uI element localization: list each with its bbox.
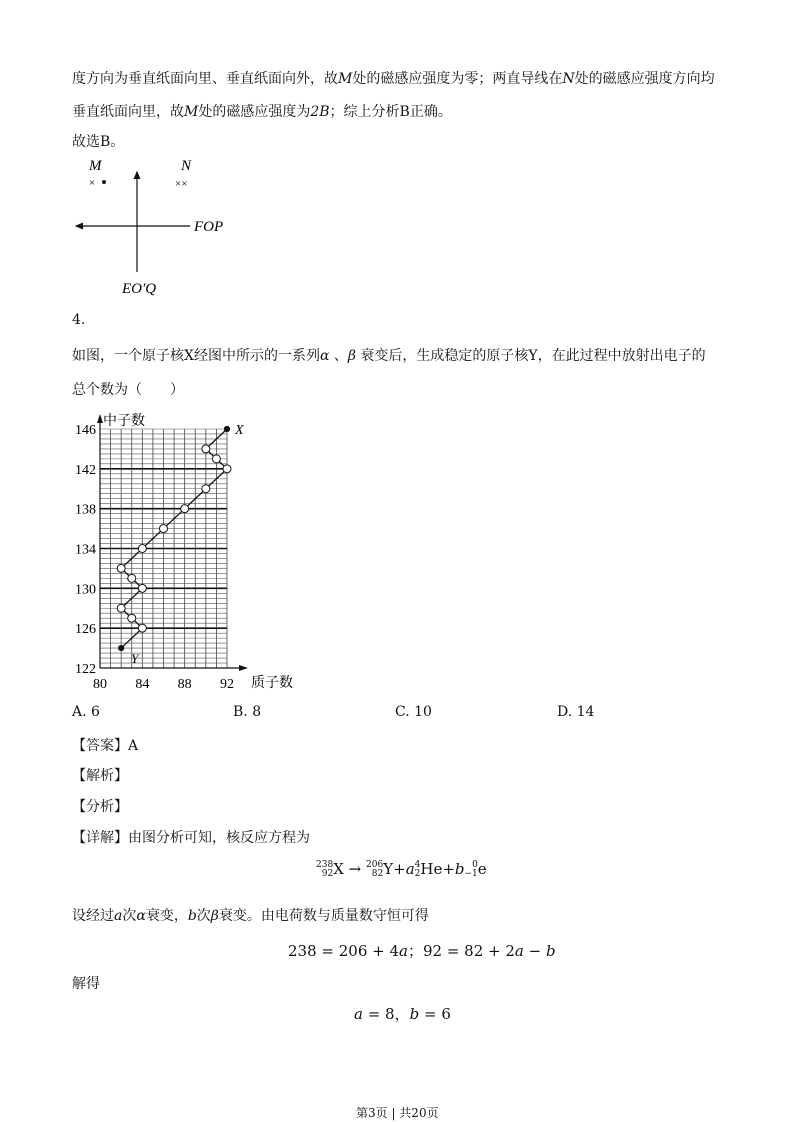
- decay-point: [128, 614, 136, 622]
- wire-diagram: [60, 150, 260, 300]
- start-label: X: [235, 423, 244, 438]
- option-d: D. 14: [557, 704, 595, 720]
- x-axis-arrow-icon: [239, 665, 248, 671]
- paragraph-line: 垂直纸面向里，故M处的磁感应强度为2B；综上分析B正确。: [72, 104, 452, 120]
- cross-mark: ×: [89, 177, 96, 189]
- solve-label: 解得: [72, 976, 100, 992]
- nuclear-equation: 238 92X → 206 82Y+a4 2He+b 0 −1e: [316, 860, 487, 879]
- end-label: Y: [131, 651, 139, 667]
- endpoint-marker: [119, 645, 124, 650]
- decay-chart: [60, 405, 300, 695]
- answer: 【答案】A: [72, 738, 139, 754]
- y-tick-label: 142: [75, 462, 96, 478]
- decay-point: [160, 525, 168, 533]
- decay-point: [223, 465, 231, 473]
- choice-line: 故选B。: [72, 134, 125, 150]
- label-m: M: [89, 158, 102, 174]
- label-fop: FOP: [194, 219, 224, 235]
- x-tick-label: 84: [135, 677, 150, 692]
- analysis-heading: 【解析】: [72, 768, 128, 784]
- decay-point: [117, 564, 125, 572]
- decay-point: [202, 445, 210, 453]
- option-c: C. 10: [395, 704, 432, 720]
- decay-point: [202, 485, 210, 493]
- conservation-equations: 238 = 206 + 4a；92 = 82 + 2a − b: [288, 942, 556, 960]
- setup-text: 设经过a次α衰变，b次β衰变。由电荷数与质量数守恒可得: [72, 908, 429, 924]
- decay-point: [212, 455, 220, 463]
- question-text: 如图，一个原子核X经图中所示的一系列α 、β 衰变后，生成稳定的原子核Y，在此过程中放射出电子的: [72, 348, 706, 364]
- decay-point: [138, 584, 146, 592]
- decay-point: [117, 604, 125, 612]
- dot-mark: [102, 180, 106, 184]
- x-axis-label: 质子数: [251, 676, 293, 691]
- question-text-2: 总个数为（ ）: [72, 382, 184, 398]
- endpoint-marker: [224, 426, 229, 431]
- result: a = 8，b = 6: [354, 1005, 451, 1023]
- decay-point: [138, 624, 146, 632]
- cross-marks: ××: [175, 178, 188, 190]
- y-tick-label: 134: [75, 542, 96, 558]
- fenxi-heading: 【分析】: [72, 799, 128, 815]
- decay-point: [128, 574, 136, 582]
- option-a: A. 6: [72, 704, 100, 720]
- label-n: N: [181, 158, 192, 174]
- option-b: B. 8: [233, 704, 262, 720]
- y-tick-label: 138: [75, 502, 96, 518]
- y-tick-label: 130: [75, 582, 96, 598]
- x-tick-label: 80: [93, 677, 107, 692]
- decay-point: [138, 545, 146, 553]
- x-tick-label: 88: [177, 677, 192, 692]
- question-number: 4.: [72, 312, 86, 328]
- y-tick-label: 122: [75, 662, 96, 677]
- label-eoq: EO′Q: [122, 281, 157, 297]
- y-tick-label: 146: [75, 423, 96, 438]
- y-axis-label: 中子数: [103, 414, 145, 429]
- x-tick-label: 92: [220, 677, 234, 692]
- detail-text: 【详解】由图分析可知，核反应方程为: [72, 830, 310, 846]
- decay-point: [181, 505, 189, 513]
- paragraph-line: 度方向为垂直纸面向里、垂直纸面向外，故M处的磁感应强度为零；两直导线在N处的磁感应强度方向均: [72, 71, 715, 87]
- y-tick-label: 126: [75, 622, 96, 638]
- page-footer: 第3页 | 共20页: [356, 1106, 439, 1120]
